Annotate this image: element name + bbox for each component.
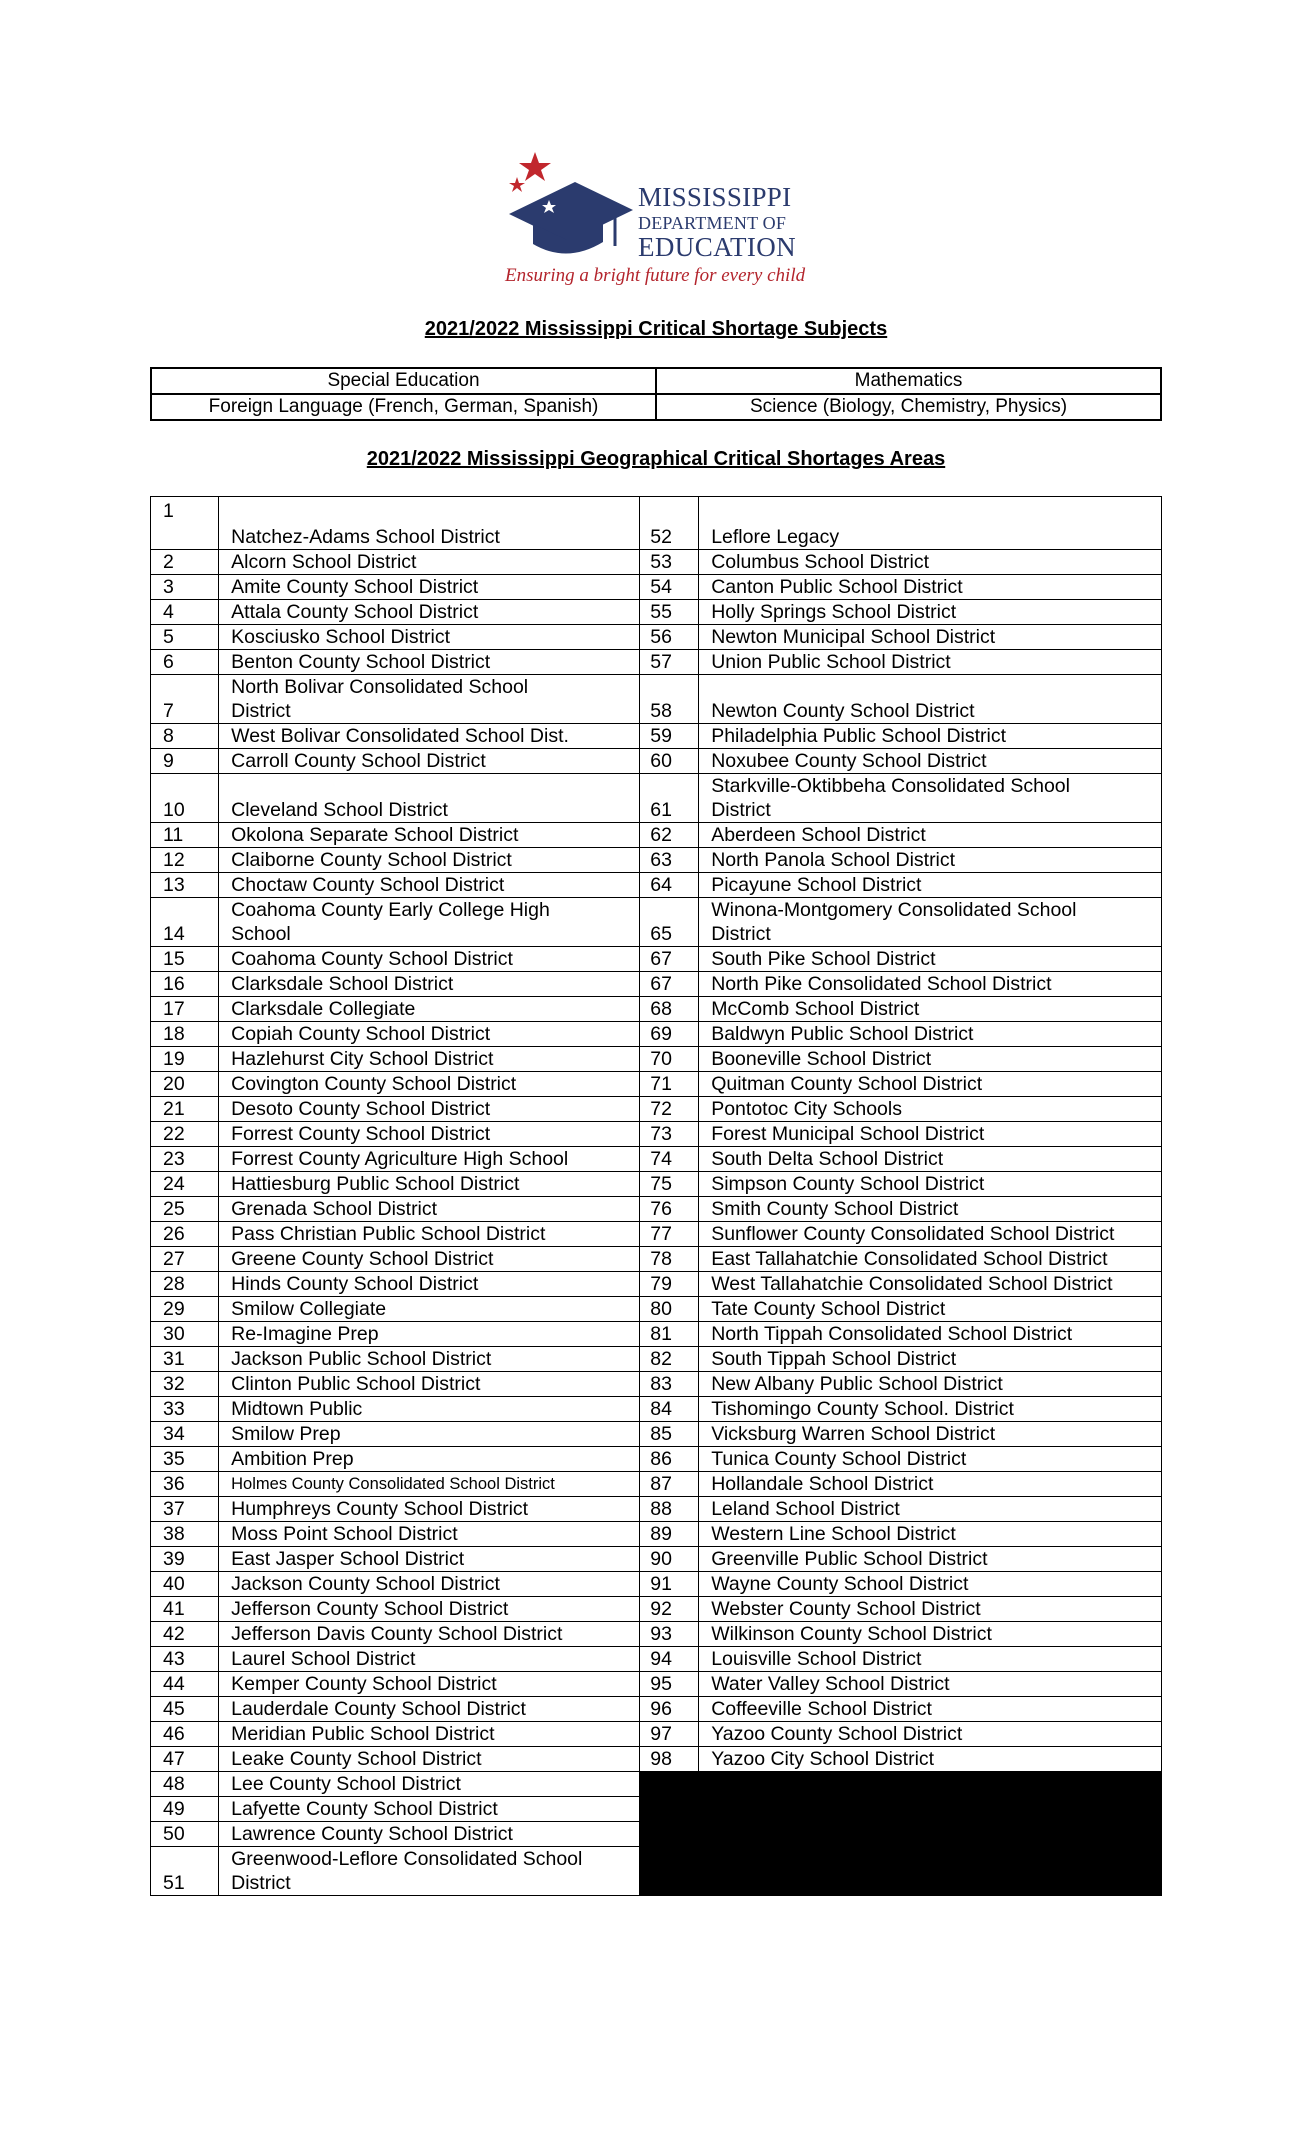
- district-number: 89: [640, 1522, 699, 1547]
- areas-heading: 2021/2022 Mississippi Geographical Critical Shortages Areas: [366, 448, 946, 470]
- table-row: [151, 1672, 1162, 1697]
- district-name: Webster County School District: [699, 1597, 1162, 1622]
- table-row: [151, 1772, 1162, 1797]
- table-row: [151, 997, 1162, 1022]
- district-name: Jefferson County School District: [219, 1597, 640, 1622]
- table-row: [151, 625, 1162, 650]
- district-number: 13: [151, 873, 219, 898]
- district-number: 77: [640, 1222, 699, 1247]
- district-number: 67: [640, 947, 699, 972]
- logo-line-1: MISSISSIPPI: [638, 182, 792, 212]
- district-number: 26: [151, 1222, 219, 1247]
- table-row: [151, 848, 1162, 873]
- subjects-heading: 2021/2022 Mississippi Critical Shortage Subjects: [424, 318, 888, 340]
- table-row: [151, 1272, 1162, 1297]
- district-name: [219, 1847, 640, 1896]
- district-name: Coahoma County School District: [219, 947, 640, 972]
- district-name: New Albany Public School District: [699, 1372, 1162, 1397]
- district-number: 16: [151, 972, 219, 997]
- district-name: Tate County School District: [699, 1297, 1162, 1322]
- table-row: [151, 774, 1162, 823]
- district-name: Hattiesburg Public School District: [219, 1172, 640, 1197]
- areas-table: [150, 496, 1162, 1896]
- table-row: [151, 1472, 1162, 1497]
- district-name: Baldwyn Public School District: [699, 1022, 1162, 1047]
- district-number: 3: [151, 575, 219, 600]
- logo-line-3: EDUCATION: [638, 232, 797, 262]
- district-name: Pontotoc City Schools: [699, 1097, 1162, 1122]
- district-number: 48: [151, 1772, 219, 1797]
- district-number: 46: [151, 1722, 219, 1747]
- district-name: Yazoo City School District: [699, 1747, 1162, 1772]
- district-number: 60: [640, 749, 699, 774]
- district-name: Union Public School District: [699, 650, 1162, 675]
- district-name: Quitman County School District: [699, 1072, 1162, 1097]
- district-number: 91: [640, 1572, 699, 1597]
- district-number: 71: [640, 1072, 699, 1097]
- district-number: 80: [640, 1297, 699, 1322]
- district-name: North Tippah Consolidated School District: [699, 1322, 1162, 1347]
- district-name: Columbus School District: [699, 550, 1162, 575]
- district-number: 50: [151, 1822, 219, 1847]
- table-row: [151, 1522, 1162, 1547]
- district-name: North Pike Consolidated School District: [699, 972, 1162, 997]
- district-number: 97: [640, 1722, 699, 1747]
- district-number: 37: [151, 1497, 219, 1522]
- district-name: Re-Imagine Prep: [219, 1322, 640, 1347]
- district-name: Copiah County School District: [219, 1022, 640, 1047]
- district-number: 49: [151, 1797, 219, 1822]
- district-number: 7: [151, 675, 219, 724]
- district-name: North Panola School District: [699, 848, 1162, 873]
- district-name: Pass Christian Public School District: [219, 1222, 640, 1247]
- district-name: Lafyette County School District: [219, 1797, 640, 1822]
- district-number: 52: [640, 497, 699, 550]
- district-number: 45: [151, 1697, 219, 1722]
- district-name-line-2: District: [711, 799, 771, 821]
- district-number: 90: [640, 1547, 699, 1572]
- district-name: Natchez-Adams School District: [219, 497, 640, 550]
- district-number: 24: [151, 1172, 219, 1197]
- district-name: Yazoo County School District: [699, 1722, 1162, 1747]
- district-number: 53: [640, 550, 699, 575]
- district-name: Desoto County School District: [219, 1097, 640, 1122]
- district-number: 32: [151, 1372, 219, 1397]
- subject-cell: Science (Biology, Chemistry, Physics): [656, 394, 1161, 420]
- district-name: Kosciusko School District: [219, 625, 640, 650]
- district-number: 39: [151, 1547, 219, 1572]
- table-row: [151, 1347, 1162, 1372]
- district-number: 4: [151, 600, 219, 625]
- district-number: 98: [640, 1747, 699, 1772]
- district-name: Kemper County School District: [219, 1672, 640, 1697]
- district-number: 18: [151, 1022, 219, 1047]
- district-number: 94: [640, 1647, 699, 1672]
- table-row: [151, 1722, 1162, 1747]
- district-name: Tishomingo County School. District: [699, 1397, 1162, 1422]
- district-number: 93: [640, 1622, 699, 1647]
- district-number: 56: [640, 625, 699, 650]
- district-name: Clarksdale Collegiate: [219, 997, 640, 1022]
- district-number: 62: [640, 823, 699, 848]
- district-name: Smilow Prep: [219, 1422, 640, 1447]
- district-number: 11: [151, 823, 219, 848]
- district-name: Claiborne County School District: [219, 848, 640, 873]
- district-name: Coffeeville School District: [699, 1697, 1162, 1722]
- district-number: 82: [640, 1347, 699, 1372]
- district-number: 41: [151, 1597, 219, 1622]
- district-name: Lauderdale County School District: [219, 1697, 640, 1722]
- district-number: 76: [640, 1197, 699, 1222]
- district-number: 25: [151, 1197, 219, 1222]
- district-number: 78: [640, 1247, 699, 1272]
- district-name: Meridian Public School District: [219, 1722, 640, 1747]
- table-row: [151, 497, 1162, 550]
- district-number: 6: [151, 650, 219, 675]
- blacked-out-area: [640, 1772, 1162, 1896]
- table-row: [151, 1597, 1162, 1622]
- district-name: Leland School District: [699, 1497, 1162, 1522]
- district-name: Amite County School District: [219, 575, 640, 600]
- table-row: [151, 1572, 1162, 1597]
- district-name: Noxubee County School District: [699, 749, 1162, 774]
- table-row: [151, 1647, 1162, 1672]
- table-row: [151, 1222, 1162, 1247]
- district-number: 29: [151, 1297, 219, 1322]
- district-number: 14: [151, 898, 219, 947]
- district-name: Leflore Legacy: [699, 497, 1162, 550]
- district-number: 55: [640, 600, 699, 625]
- district-name: Forest Municipal School District: [699, 1122, 1162, 1147]
- table-row: [151, 1372, 1162, 1397]
- district-number: 21: [151, 1097, 219, 1122]
- district-name: East Jasper School District: [219, 1547, 640, 1572]
- table-row: [151, 947, 1162, 972]
- district-number: 9: [151, 749, 219, 774]
- district-number: 8: [151, 724, 219, 749]
- table-row: [151, 1147, 1162, 1172]
- district-number: 10: [151, 774, 219, 823]
- district-number: 27: [151, 1247, 219, 1272]
- district-number: 59: [640, 724, 699, 749]
- district-name: Leake County School District: [219, 1747, 640, 1772]
- district-number: 72: [640, 1097, 699, 1122]
- district-name: Louisville School District: [699, 1647, 1162, 1672]
- district-number: 36: [151, 1472, 219, 1497]
- district-number: 81: [640, 1322, 699, 1347]
- table-row: [151, 1047, 1162, 1072]
- district-name: Wilkinson County School District: [699, 1622, 1162, 1647]
- district-name: South Pike School District: [699, 947, 1162, 972]
- graduation-cap-icon: [505, 150, 635, 260]
- district-name: Attala County School District: [219, 600, 640, 625]
- district-number: 54: [640, 575, 699, 600]
- district-name: Sunflower County Consolidated School District: [699, 1222, 1162, 1247]
- district-name: Tunica County School District: [699, 1447, 1162, 1472]
- district-name: Smilow Collegiate: [219, 1297, 640, 1322]
- district-name: Newton County School District: [699, 675, 1162, 724]
- table-row: [151, 1097, 1162, 1122]
- subject-cell: Foreign Language (French, German, Spanish): [151, 394, 656, 420]
- table-row: [151, 898, 1162, 947]
- district-name: Jefferson Davis County School District: [219, 1622, 640, 1647]
- district-name-line-2: District: [231, 1872, 291, 1894]
- district-name: Water Valley School District: [699, 1672, 1162, 1697]
- table-row: [151, 1072, 1162, 1097]
- district-name: Midtown Public: [219, 1397, 640, 1422]
- district-name: Forrest County School District: [219, 1122, 640, 1147]
- star-small-icon: [509, 177, 525, 192]
- table-row: [151, 1622, 1162, 1647]
- district-number: 92: [640, 1597, 699, 1622]
- table-row: [151, 1447, 1162, 1472]
- district-name: South Tippah School District: [699, 1347, 1162, 1372]
- district-name: Carroll County School District: [219, 749, 640, 774]
- subject-cell: Special Education: [151, 368, 656, 394]
- table-row: [151, 823, 1162, 848]
- district-name-line-2: School: [231, 923, 291, 945]
- district-number: 15: [151, 947, 219, 972]
- district-name: [219, 898, 640, 947]
- district-number: 74: [640, 1147, 699, 1172]
- district-number: 63: [640, 848, 699, 873]
- table-row: [151, 1397, 1162, 1422]
- table-row: [151, 650, 1162, 675]
- district-number: 34: [151, 1422, 219, 1447]
- district-number: 22: [151, 1122, 219, 1147]
- district-name: Clarksdale School District: [219, 972, 640, 997]
- district-number: 68: [640, 997, 699, 1022]
- district-number: 17: [151, 997, 219, 1022]
- district-number: 64: [640, 873, 699, 898]
- district-name: McComb School District: [699, 997, 1162, 1022]
- district-name: Hinds County School District: [219, 1272, 640, 1297]
- district-name-line-1: Starkville-Oktibbeha Consolidated School: [711, 775, 1070, 797]
- table-row: [151, 1247, 1162, 1272]
- district-name: Laurel School District: [219, 1647, 640, 1672]
- district-name: Hollandale School District: [699, 1472, 1162, 1497]
- star-large-icon: [519, 152, 551, 181]
- table-row: [151, 1172, 1162, 1197]
- district-number: 42: [151, 1622, 219, 1647]
- district-name: Jackson County School District: [219, 1572, 640, 1597]
- district-number: 43: [151, 1647, 219, 1672]
- table-row: [151, 1197, 1162, 1222]
- table-row: [151, 550, 1162, 575]
- district-name: Vicksburg Warren School District: [699, 1422, 1162, 1447]
- district-number: 58: [640, 675, 699, 724]
- table-row: [151, 600, 1162, 625]
- district-number: 70: [640, 1047, 699, 1072]
- district-number: 88: [640, 1497, 699, 1522]
- district-number: 84: [640, 1397, 699, 1422]
- district-name: East Tallahatchie Consolidated School District: [699, 1247, 1162, 1272]
- district-name: Clinton Public School District: [219, 1372, 640, 1397]
- district-number: 1: [151, 497, 219, 550]
- table-row: [151, 1747, 1162, 1772]
- district-name-line-1: North Bolivar Consolidated School: [231, 676, 529, 698]
- district-number: 20: [151, 1072, 219, 1097]
- district-number: 67: [640, 972, 699, 997]
- district-name: Hazlehurst City School District: [219, 1047, 640, 1072]
- logo-line-2: DEPARTMENT OF: [638, 213, 787, 233]
- district-name: Greenville Public School District: [699, 1547, 1162, 1572]
- district-name-line-1: Coahoma County Early College High: [231, 899, 550, 921]
- mde-logo: [505, 150, 825, 300]
- district-name: Greene County School District: [219, 1247, 640, 1272]
- district-name: Grenada School District: [219, 1197, 640, 1222]
- table-row: [151, 972, 1162, 997]
- district-number: 33: [151, 1397, 219, 1422]
- district-number: 28: [151, 1272, 219, 1297]
- district-name: South Delta School District: [699, 1147, 1162, 1172]
- table-row: [151, 873, 1162, 898]
- district-name: Choctaw County School District: [219, 873, 640, 898]
- district-number: 75: [640, 1172, 699, 1197]
- district-name: Forrest County Agriculture High School: [219, 1147, 640, 1172]
- district-name-line-2: District: [711, 923, 771, 945]
- table-row: [151, 675, 1162, 724]
- district-name: Alcorn School District: [219, 550, 640, 575]
- district-name: Newton Municipal School District: [699, 625, 1162, 650]
- district-name: Holly Springs School District: [699, 600, 1162, 625]
- district-number: 19: [151, 1047, 219, 1072]
- subjects-table: [150, 367, 1162, 421]
- district-number: 47: [151, 1747, 219, 1772]
- table-row: [151, 1122, 1162, 1147]
- district-number: 83: [640, 1372, 699, 1397]
- district-name: Simpson County School District: [699, 1172, 1162, 1197]
- district-number: 86: [640, 1447, 699, 1472]
- district-number: 31: [151, 1347, 219, 1372]
- table-row: [151, 368, 1161, 394]
- district-number: 44: [151, 1672, 219, 1697]
- table-row: [151, 575, 1162, 600]
- district-number: 51: [151, 1847, 219, 1896]
- district-number: 65: [640, 898, 699, 947]
- district-name: [219, 675, 640, 724]
- subject-cell: Mathematics: [656, 368, 1161, 394]
- district-name: Cleveland School District: [219, 774, 640, 823]
- table-row: [151, 1322, 1162, 1347]
- table-row: [151, 1697, 1162, 1722]
- district-number: 96: [640, 1697, 699, 1722]
- district-number: 73: [640, 1122, 699, 1147]
- district-name: Lawrence County School District: [219, 1822, 640, 1847]
- district-name: West Tallahatchie Consolidated School District: [699, 1272, 1162, 1297]
- district-name: West Bolivar Consolidated School Dist.: [219, 724, 640, 749]
- logo-wordmark: [638, 184, 796, 261]
- district-name-line-1: Greenwood-Leflore Consolidated School: [231, 1848, 583, 1870]
- district-name-line-1: Winona-Montgomery Consolidated School: [711, 899, 1077, 921]
- district-number: 38: [151, 1522, 219, 1547]
- district-name: Lee County School District: [219, 1772, 640, 1797]
- district-name: [699, 898, 1162, 947]
- district-name: Aberdeen School District: [699, 823, 1162, 848]
- district-name: Booneville School District: [699, 1047, 1162, 1072]
- district-number: 57: [640, 650, 699, 675]
- table-row: [151, 724, 1162, 749]
- district-name: Humphreys County School District: [219, 1497, 640, 1522]
- district-name: Moss Point School District: [219, 1522, 640, 1547]
- district-name: Okolona Separate School District: [219, 823, 640, 848]
- district-name: Covington County School District: [219, 1072, 640, 1097]
- district-number: 79: [640, 1272, 699, 1297]
- district-number: 61: [640, 774, 699, 823]
- table-row: [151, 1022, 1162, 1047]
- district-name: Holmes County Consolidated School District: [219, 1472, 640, 1497]
- district-name: Smith County School District: [699, 1197, 1162, 1222]
- district-number: 23: [151, 1147, 219, 1172]
- district-name: [699, 774, 1162, 823]
- district-name: Philadelphia Public School District: [699, 724, 1162, 749]
- district-name: Jackson Public School District: [219, 1347, 640, 1372]
- district-name: Canton Public School District: [699, 575, 1162, 600]
- district-name: Wayne County School District: [699, 1572, 1162, 1597]
- district-number: 35: [151, 1447, 219, 1472]
- table-row: [151, 1547, 1162, 1572]
- table-row: [151, 749, 1162, 774]
- district-number: 69: [640, 1022, 699, 1047]
- table-row: [151, 1497, 1162, 1522]
- district-name: Western Line School District: [699, 1522, 1162, 1547]
- table-row: [151, 394, 1161, 420]
- district-number: 2: [151, 550, 219, 575]
- district-number: 85: [640, 1422, 699, 1447]
- district-number: 30: [151, 1322, 219, 1347]
- district-number: 87: [640, 1472, 699, 1497]
- district-name: Benton County School District: [219, 650, 640, 675]
- table-row: [151, 1297, 1162, 1322]
- district-number: 5: [151, 625, 219, 650]
- district-name: Picayune School District: [699, 873, 1162, 898]
- logo-tagline: Ensuring a bright future for every child: [505, 265, 806, 286]
- district-number: 12: [151, 848, 219, 873]
- district-name: Ambition Prep: [219, 1447, 640, 1472]
- district-name-line-2: District: [231, 700, 291, 722]
- table-row: [151, 1422, 1162, 1447]
- district-number: 40: [151, 1572, 219, 1597]
- district-number: 95: [640, 1672, 699, 1697]
